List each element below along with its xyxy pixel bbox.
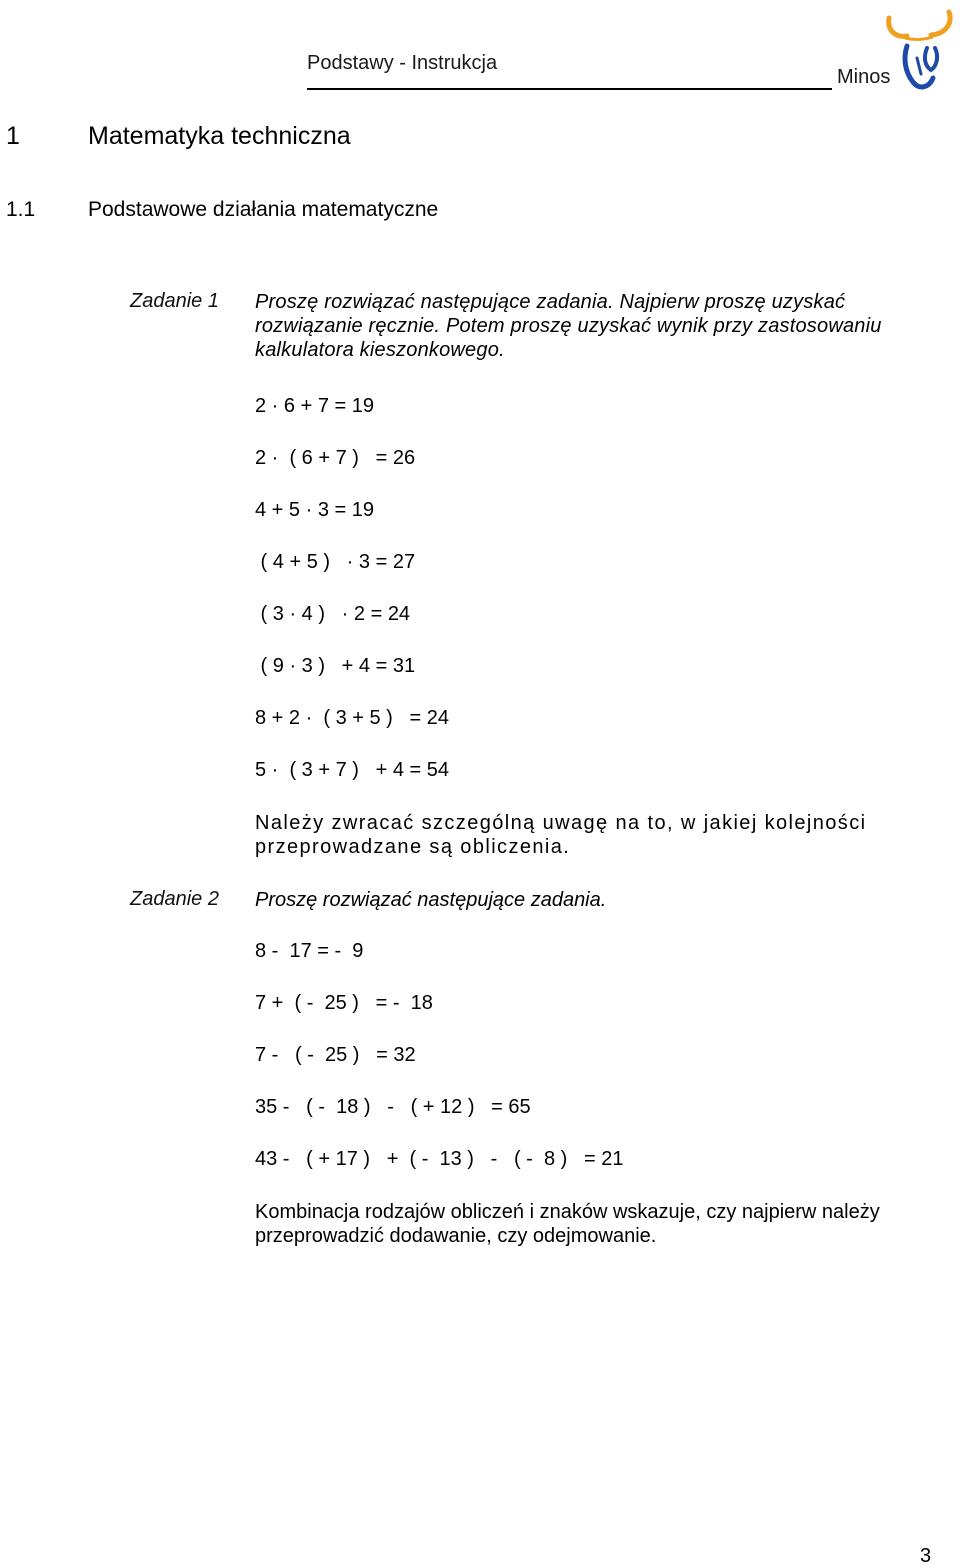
task2-equation: 8 - 17 = - 9 [255,940,364,962]
task1-equation: ( 3 · 4 ) · 2 = 24 [255,603,411,625]
task1-equation: 2 · 6 + 7 = 19 [255,395,374,417]
task2-label: Zadanie 2 [130,888,219,910]
task1-equation: 8 + 2 · ( 3 + 5 ) = 24 [255,707,449,729]
subsection-title: Podstawowe działania matematyczne [88,198,439,221]
header-brand: Minos [837,66,891,88]
task2-equation: 7 + ( - 25 ) = - 18 [255,992,433,1014]
task1-instruction: Proszę rozwiązać następujące zadania. Najpierw proszę uzyskać rozwiązanie ręcznie. Potem proszę uzyskać wynik przy zastosowaniu kalkulatora kieszonkowego. [255,291,882,361]
task2-equation: 7 - ( - 25 ) = 32 [255,1044,416,1066]
header-title: Podstawy - Instrukcja [307,52,498,74]
task1-equation: 5 · ( 3 + 7 ) + 4 = 54 [255,759,449,781]
task1-equation: 2 · ( 6 + 7 ) = 26 [255,447,416,469]
header-rule [307,88,832,90]
minos-bull-logo-icon [883,8,955,94]
task1-equation: ( 9 · 3 ) + 4 = 31 [255,655,416,677]
task1-note: Należy zwracać szczególną uwagę na to, w jakiej kolejności przeprowadzane są obliczenia. [255,812,867,858]
section-number: 1 [6,122,20,150]
task2-equation: 43 - ( + 17 ) + ( - 13 ) - ( - 8 ) = 21 [255,1148,624,1170]
task1-equation: ( 4 + 5 ) · 3 = 27 [255,551,416,573]
task2-instruction: Proszę rozwiązać następujące zadania. [255,889,607,911]
subsection-number: 1.1 [6,198,36,221]
page-number: 3 [920,1545,932,1567]
task1-label: Zadanie 1 [130,290,219,312]
task2-equation: 35 - ( - 18 ) - ( + 12 ) = 65 [255,1096,531,1118]
task1-equation: 4 + 5 · 3 = 19 [255,499,374,521]
task2-note: Kombinacja rodzajów obliczeń i znaków wskazuje, czy najpierw należy przeprowadzić dodawanie, czy odejmowanie. [255,1201,880,1247]
section-title: Matematyka techniczna [88,122,351,150]
